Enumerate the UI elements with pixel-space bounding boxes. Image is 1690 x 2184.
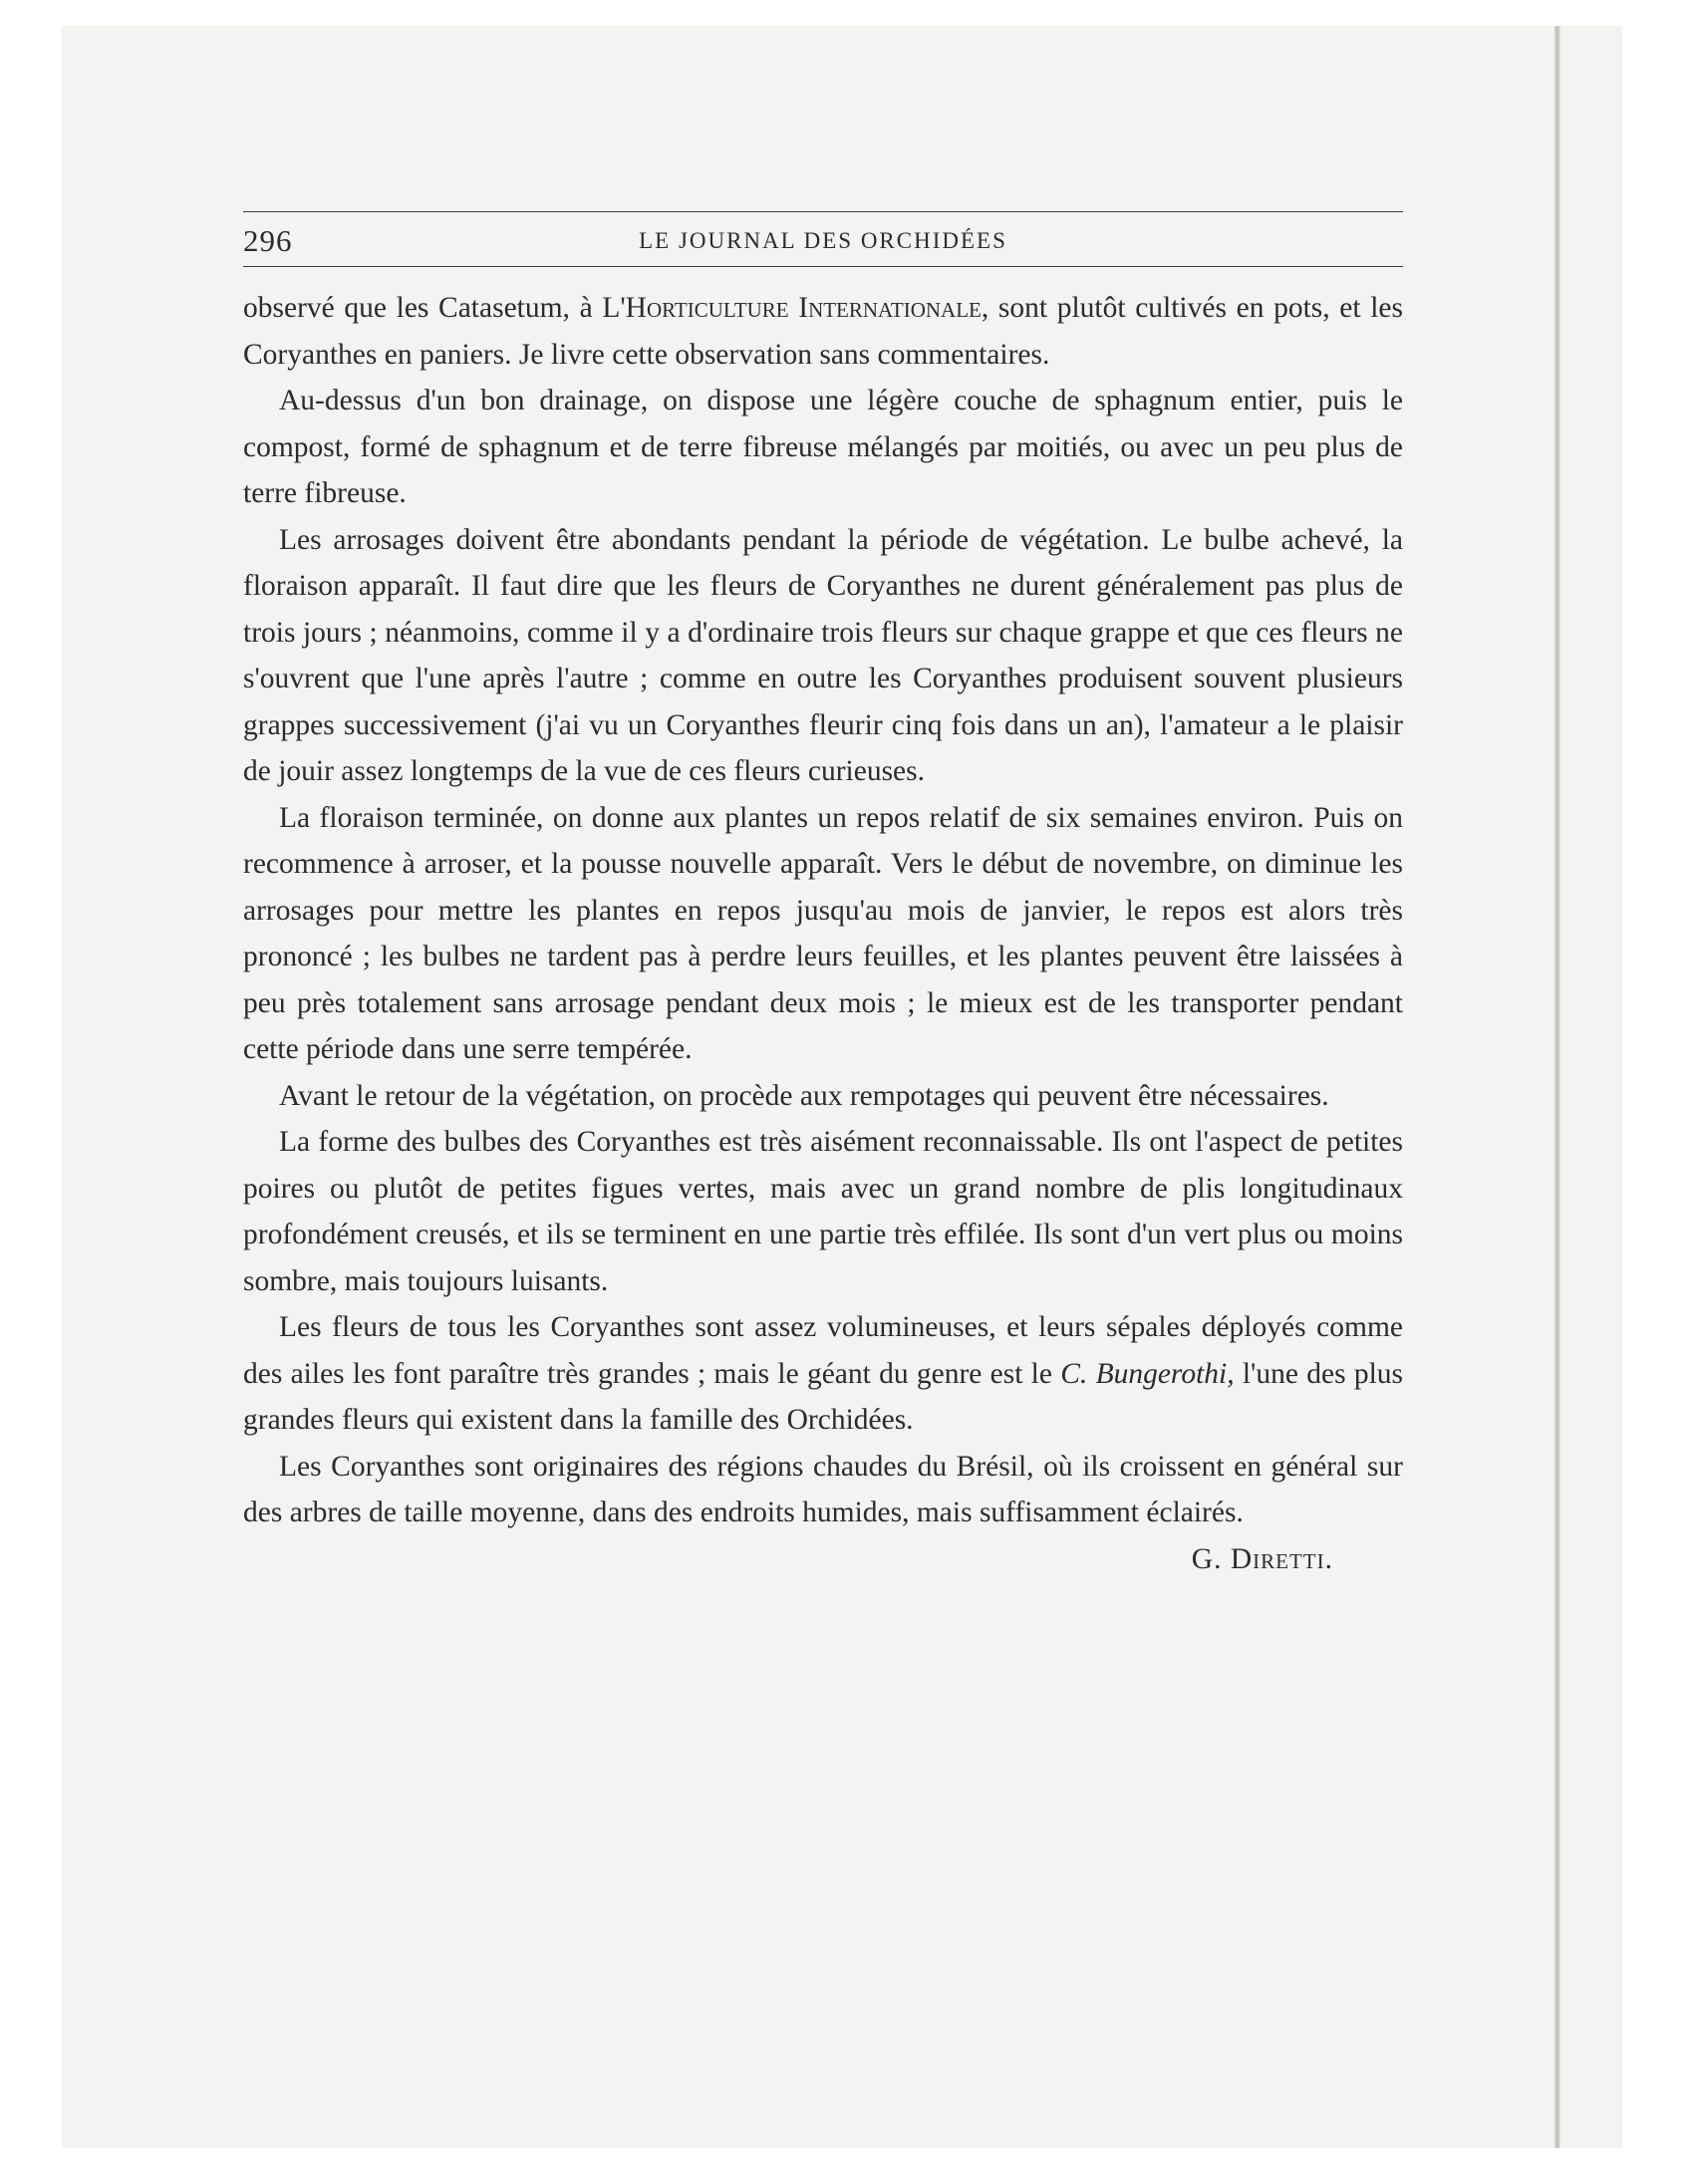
book-gutter-shadow [1554,26,1560,2148]
journal-title: LE JOURNAL DES ORCHIDÉES [639,228,1007,253]
paragraph-7-text-a: Les fleurs de tous les Coryanthes sont assez volumineuses, et leurs sépales déployés comme des ailes les font paraître très grandes ; mais le géant du genre est le [243,1311,1403,1390]
author-signature: G. Diretti. [1191,1542,1333,1575]
paragraph-1-text-a: observé que les Catasetum, à [243,292,603,324]
paragraph-5: Avant le retour de la végétation, on procède aux rempotages qui peuvent être nécessaires. [279,1079,1329,1112]
paragraph-1 [243,285,1403,378]
article-body [243,285,1403,1536]
paragraph-3: Les arrosages doivent être abondants pendant la période de végétation. Le bulbe achevé, la floraison apparaît. Il faut dire que les fleurs de Coryanthes ne durent généralement pas plus de trois jours ; néanmoins, comme il y a d'ordinaire trois fleurs sur chaque grappe et que ces fleurs ne s'ouvrent que l'une après l'autre ; comme en outre les Coryanthes produisent souvent plusieurs grappes successivement (j'ai vu un Coryanthes fleurir cinq fois dans un an), l'amateur a le plaisir de jouir assez longtemps de la vue de ces fleurs curieuses. [243,523,1403,787]
running-head [243,212,1403,266]
paragraph-2: Au-dessus d'un bon drainage, on dispose une légère couche de sphagnum entier, puis le compost, formé de sphagnum et de terre fibreuse mélangés par moitiés, ou avec un peu plus de terre fibreuse. [243,385,1403,509]
paragraph-4: La floraison terminée, on donne aux plantes un repos relatif de six semaines environ. Puis on recommence à arroser, et la pousse nouvelle apparaît. Vers le début de novembre, on diminue les arrosages pour mettre les plantes en repos jusqu'au mois de janvier, le repos est alors très prononcé ; les bulbes ne tardent pas à perdre leurs feuilles, et les plantes peuvent être laissées à peu près totalement sans arrosage pendant deux mois ; le mieux est de les transporter pendant cette période dans une serre tempérée. [243,801,1403,1065]
publication-name: L'Horticulture Internationale [602,292,982,324]
paragraph-6: La forme des bulbes des Coryanthes est très aisément reconnaissable. Ils ont l'aspect de petites poires ou plutôt de petites figues vertes, mais avec un grand nombre de plis longitudinaux profondément creusés, et ils se terminent en une partie très effilée. Ils sont d'un vert plus ou moins sombre, mais toujours luisants. [243,1126,1403,1297]
page-number: 296 [243,223,293,258]
paragraph-7-text-b: l'une des plus grandes fleurs qui existent dans la famille des Orchidées. [243,1357,1404,1436]
paragraph-7 [243,1304,1403,1444]
paragraph-1-text-b: , sont plutôt cultivés en pots, et les Coryanthes en paniers. Je livre cette observation sans commentaires. [243,292,1403,371]
paragraph-8: Les Coryanthes sont originaires des régions chaudes du Brésil, où ils croissent en général sur des arbres de taille moyenne, dans des endroits humides, mais suffisamment éclairés. [243,1450,1403,1528]
journal-page [243,211,1403,1582]
species-name: C. Bungerothi, [1060,1357,1235,1390]
